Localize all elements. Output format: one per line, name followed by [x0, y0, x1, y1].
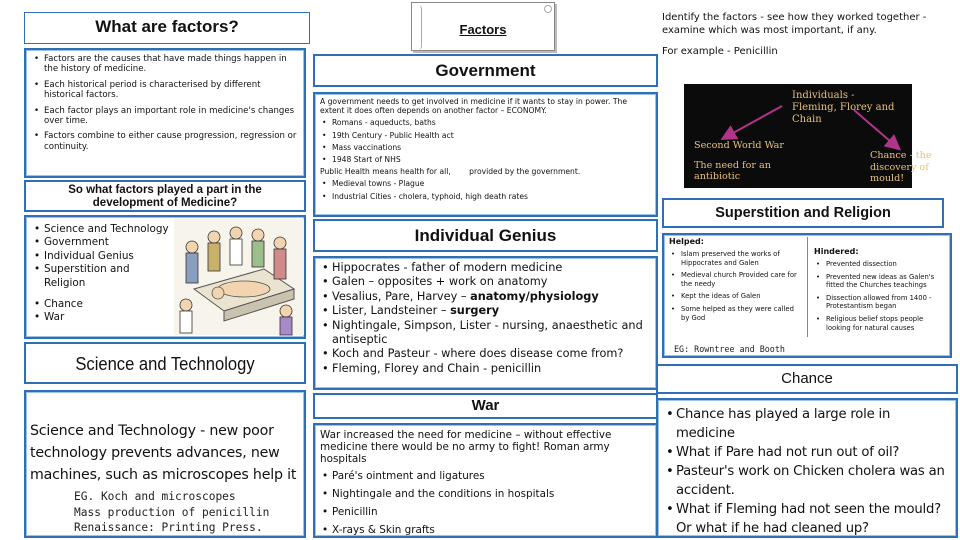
what-are-factors-title-box [24, 12, 310, 44]
list-item: • Superstition and Religion [32, 263, 172, 290]
chance-panel [656, 398, 958, 538]
helped-title: Helped: [669, 237, 704, 246]
list-item: • Koch and Pasteur - where does disease come from? [320, 347, 651, 361]
list-item: • Medieval church Provided care for the needy [669, 271, 804, 288]
government-title-box [313, 54, 658, 87]
health-line-right: provided by the government. [469, 167, 581, 177]
individual-genius-title-box [313, 219, 658, 252]
government-title: Government [435, 61, 536, 80]
science-tech-panel [24, 390, 306, 538]
so-what-factors-title-box [24, 180, 306, 212]
node-chance: Chance - the discovery of mould! [870, 150, 932, 185]
list-item: • Nightingale and the conditions in hospitals [320, 488, 651, 500]
helped-list [669, 250, 804, 322]
hindered-column [812, 247, 950, 332]
list-item: • Lister, Landsteiner – surgery [320, 304, 651, 318]
science-tech-title-box [24, 342, 306, 384]
list-item: • Penicillin [320, 506, 651, 518]
list-item: • Government [32, 236, 172, 249]
list-item: • Islam preserved the works of Hippocrates and Galen [669, 250, 804, 267]
list-item: • Dissection allowed from 1400 - Protestantism began [814, 294, 948, 311]
superstition-title: Superstition and Religion [715, 205, 891, 221]
list-item: • Vesalius, Pare, Harvey – anatomy/physiology [320, 290, 651, 304]
war-intro: War increased the need for medicine – without effective medicine there would be no army to fight! Roman army hospitals [320, 429, 612, 466]
node-need: The need for an antibiotic [694, 160, 771, 182]
factors-tab [411, 2, 555, 51]
list-item: • What if Pare had not run out of oil? [664, 443, 950, 462]
government-health-line [320, 167, 651, 176]
list-item: • War [32, 311, 172, 324]
list-item: • Paré's ointment and ligatures [320, 470, 651, 482]
example-koch: EG. Koch and microscopes [74, 490, 236, 503]
penicillin-diagram [684, 84, 932, 188]
health-line-left: Public Health means health for all, [320, 167, 451, 177]
list-item: • Fleming, Florey and Chain - penicillin [320, 362, 651, 376]
list-item: • Mass vaccinations [320, 143, 651, 152]
list-item: • What if Fleming had not seen the mould? Or what if he had cleaned up? [664, 500, 950, 538]
list-item: • Medieval towns - Plague [320, 179, 651, 188]
list-item: • Kept the ideas of Galen [669, 292, 804, 301]
superstition-title-box [662, 198, 944, 228]
helped-column [666, 237, 808, 337]
factors-tab-label: Factors [459, 22, 507, 37]
list-item: • Prevented new ideas as Galen's fitted the Churches teachings [814, 273, 948, 290]
science-tech-examples [74, 489, 269, 536]
individual-genius-list [320, 261, 651, 376]
factors-list-bottom [32, 298, 172, 325]
list-item: • 1948 Start of NHS [320, 155, 651, 164]
list-item: • Factors are the causes that have made things happen in the history of medicine. [32, 54, 298, 75]
science-tech-body: Science and Technology - new poor technology prevents advances, new machines, such as microscopes help it [30, 423, 297, 483]
example-printing: Renaissance: Printing Press. [74, 521, 263, 534]
so-what-factors-panel [24, 215, 306, 339]
list-item: • Chance has played a large role in medicine [664, 405, 950, 443]
list-item: • Prevented dissection [814, 260, 948, 269]
eg-note: EG: Rowntree and Booth [674, 344, 785, 354]
identify-line-1: Identify the factors - see how they worked together - examine which was most important, if any. [662, 12, 927, 36]
individual-genius-title: Individual Genius [414, 226, 557, 245]
list-item: • Science and Technology [32, 223, 172, 236]
list-item: • Pasteur's work on Chicken cholera was an accident. [664, 462, 950, 500]
government-list-2 [320, 179, 651, 200]
list-item: • Industrial Cities - cholera, typhoid, high death rates [320, 192, 651, 201]
hindered-title: Hindered: [814, 247, 859, 256]
individual-genius-panel [313, 256, 658, 390]
government-list [320, 118, 651, 164]
government-panel [313, 92, 658, 217]
what-are-factors-list [32, 54, 298, 152]
list-item: • Galen – opposites + work on anatomy [320, 275, 651, 289]
list-item: • Religious belief stops people looking for natural causes [814, 315, 948, 332]
identify-instructions [662, 12, 952, 68]
hindered-list [814, 260, 948, 332]
so-what-factors-title: So what factors played a part in the development of Medicine? [68, 184, 262, 209]
what-are-factors-panel [24, 48, 306, 178]
list-item: • Individual Genius [32, 250, 172, 263]
chance-list [664, 405, 950, 538]
government-intro: A government needs to get involved in medicine if it wants to stay in power. The extent it does often depends on another factor – ECONOMY. [320, 97, 627, 116]
what-are-factors-title: What are factors? [95, 17, 239, 36]
list-item: • Chance [32, 298, 172, 311]
science-tech-title: Science and Technology [75, 354, 255, 374]
list-item: • Hippocrates - father of modern medicine [320, 261, 651, 275]
superstition-panel [662, 233, 952, 358]
factors-list-top [32, 223, 172, 290]
war-title: War [471, 397, 500, 414]
node-ww2: Second World War [694, 140, 784, 151]
list-item: • Each factor plays an important role in medicine's changes over time. [32, 106, 298, 127]
war-list [320, 470, 651, 537]
list-item: • Factors combine to either cause progression, regression or continuity. [32, 131, 298, 152]
node-individuals: Individuals - Fleming, Florey and Chain [792, 90, 895, 125]
list-item: • Each historical period is characterised by different historical factors. [32, 80, 298, 101]
example-penicillin: Mass production of penicillin [74, 505, 270, 519]
chance-title-box [656, 364, 958, 394]
chance-title: Chance [781, 370, 833, 387]
identify-line-2: For example - Penicillin [662, 46, 778, 58]
list-item: • X-rays & Skin grafts [320, 524, 651, 536]
war-panel [313, 423, 658, 538]
list-item: • Romans - aqueducts, baths [320, 118, 651, 127]
medical-team-cartoon [174, 219, 304, 335]
war-title-box [313, 393, 658, 419]
list-item: • Nightingale, Simpson, Lister - nursing, anaesthetic and antiseptic [320, 319, 651, 348]
list-item: • 19th Century - Public Health act [320, 131, 651, 140]
list-item: • Some helped as they were called by God [669, 305, 804, 322]
